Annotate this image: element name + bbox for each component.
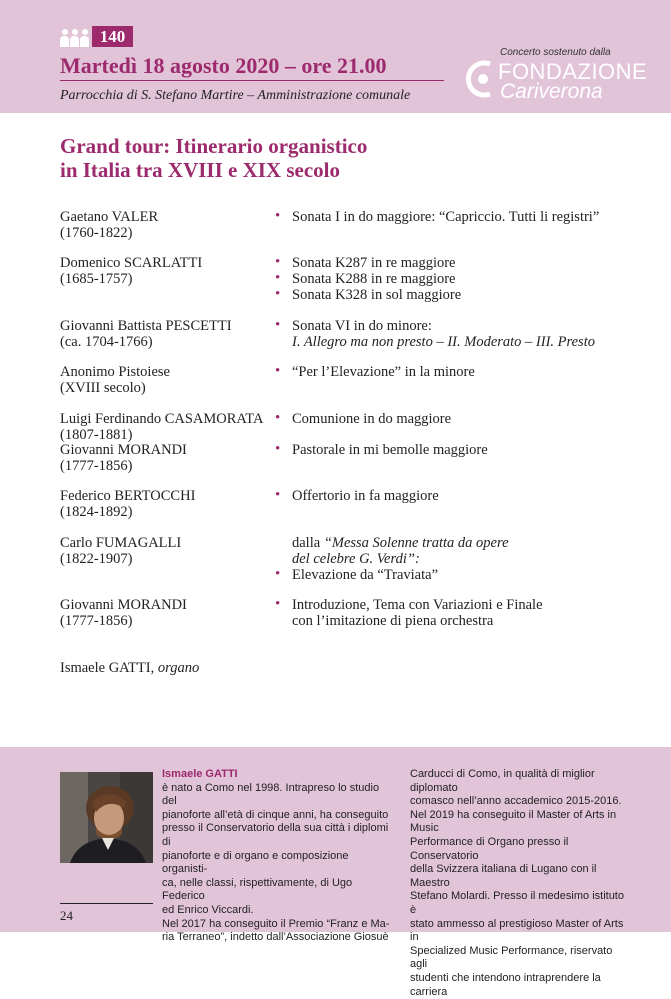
series-logo-icon <box>60 27 91 47</box>
bio-line: ria Terraneo”, indetto dall’Associazione Giosuè <box>162 931 389 944</box>
sponsor-name: FONDAZIONE <box>498 59 648 84</box>
program-title <box>60 134 367 182</box>
composer-years: (1777-1856) <box>60 613 133 629</box>
bio-line: Specialized Music Performance, riservato agli <box>410 944 613 971</box>
work-title: “Per l’Elevazione” in la minore <box>292 364 475 380</box>
work-title: Offertorio in fa maggiore <box>292 488 439 504</box>
composer-years: (1807-1881) <box>60 427 133 443</box>
bio-line: comasco nell’anno accademico 2015-2016. <box>410 795 622 808</box>
performer-name: Ismaele GATTI, <box>60 660 158 676</box>
bio-line: è nato a Como nel 1998. Intrapreso lo studio del <box>162 781 380 808</box>
bullet-icon: • <box>275 487 281 503</box>
fondazione-logo-icon <box>466 60 496 98</box>
concert-venue: Parrocchia di S. Stefano Martire – Amministrazione comunale <box>60 88 411 103</box>
title-line-2: in Italia tra XVIII e XIX secolo <box>60 158 340 182</box>
performer <box>60 660 199 677</box>
composer-years: (1822-1907) <box>60 551 133 567</box>
bio-line: Nel 2019 ha conseguito il Master of Arts in Music <box>410 808 617 835</box>
work-title: Sonata K328 in sol maggiore <box>292 287 462 303</box>
composer-years: (1760-1822) <box>60 225 133 241</box>
composer-years: (XVIII secolo) <box>60 380 146 396</box>
bullet-icon: • <box>275 596 281 612</box>
work-source <box>275 535 630 551</box>
performer-instrument: organo <box>157 660 200 676</box>
header-divider <box>60 80 444 81</box>
footer-divider <box>60 903 153 904</box>
bio-line: pianoforte e di organo e composizione organisti- <box>162 849 349 876</box>
bio-line: Carducci di Como, in qualità di miglior diplomato <box>410 768 595 794</box>
bio-line: pianoforte all’età di cinque anni, ha conseguito <box>162 808 389 821</box>
bullet-icon: • <box>275 363 281 379</box>
work-title: Sonata K288 in re maggiore <box>292 271 456 287</box>
bio-line: ca, nelle classi, rispettivamente, di Ugo Federico <box>162 876 353 903</box>
bio-column-2 <box>410 768 625 999</box>
composer-years: (1824-1892) <box>60 504 133 520</box>
work-title: Sonata I in do maggiore: “Capriccio. Tutti li registri” <box>292 209 600 225</box>
bullet-icon: • <box>275 254 281 270</box>
bullet-icon: • <box>275 410 281 426</box>
page-number: 24 <box>60 908 73 923</box>
sponsor-subname: Cariverona <box>500 80 603 103</box>
composer-name: Federico BERTOCCHI <box>60 488 196 504</box>
work-title: Elevazione da “Traviata” <box>292 567 439 583</box>
bullet-icon: • <box>275 270 281 286</box>
bio-line: Nel 2017 ha conseguito il Premio “Franz e Ma- <box>162 917 390 930</box>
bio-line: studenti che intendono intraprendere la carriera <box>410 971 601 998</box>
work-movements: I. Allegro ma non presto – II. Moderato – III. Presto <box>292 334 595 350</box>
work-title: Pastorale in mi bemolle maggiore <box>292 442 488 458</box>
work-title-cont: con l’imitazione di piena orchestra <box>292 613 494 629</box>
composer-name: Carlo FUMAGALLI <box>60 535 182 551</box>
concert-date: Martedì 18 agosto 2020 – ore 21.00 <box>60 53 387 78</box>
bullet-icon: • <box>275 441 281 457</box>
composer-years: (ca. 1704-1766) <box>60 334 153 350</box>
work-title: Comunione in do maggiore <box>292 411 452 427</box>
work-source-prefix: dalla <box>292 535 324 551</box>
bio-line: della Svizzera italiana di Lugano con il Maestro <box>410 863 597 889</box>
concert-number: 140 <box>92 26 133 47</box>
bullet-icon: • <box>275 566 281 582</box>
composer-name: Giovanni MORANDI <box>60 442 187 458</box>
sponsor-note: Concerto sostenuto dalla <box>500 47 611 58</box>
bio-name: Ismaele GATTI <box>162 768 238 780</box>
composer-name: Gaetano VALER <box>60 209 159 225</box>
composer-name: Anonimo Pistoiese <box>60 364 170 380</box>
composer-name: Domenico SCARLATTI <box>60 255 203 271</box>
work-source-title-cont: del celebre G. Verdi”: <box>292 551 420 567</box>
title-line-1: Grand tour: Itinerario organistico <box>60 134 368 158</box>
performer-photo <box>60 772 153 863</box>
work-title: Sonata VI in do minore: <box>292 318 432 334</box>
bio-line: Stefano Molardi. Presso il medesimo istituto è <box>410 890 624 916</box>
bio-line: Performance di Organo presso il Conservatorio <box>410 835 569 862</box>
work-title: Introduzione, Tema con Variazioni e Finale <box>292 597 543 613</box>
composer-name: Giovanni MORANDI <box>60 597 187 613</box>
bio-line: stato ammesso al prestigioso Master of Arts in <box>410 917 624 944</box>
bullet-icon: • <box>275 317 281 333</box>
work-source-title: “Messa Solenne tratta da opere <box>323 535 509 551</box>
bio-line: ed Enrico Viccardi. <box>162 903 254 916</box>
work-title: Sonata K287 in re maggiore <box>292 255 456 271</box>
bio-line: presso il Conservatorio della sua città i diplomi di <box>162 822 389 848</box>
bio-column-1 <box>162 768 390 945</box>
composer-years: (1777-1856) <box>60 458 133 474</box>
composer-years: (1685-1757) <box>60 271 133 287</box>
bullet-icon: • <box>275 286 281 302</box>
composer-name: Giovanni Battista PESCETTI <box>60 318 232 334</box>
composer-name: Luigi Ferdinando CASAMORATA <box>60 411 264 427</box>
bullet-icon: • <box>275 208 281 224</box>
